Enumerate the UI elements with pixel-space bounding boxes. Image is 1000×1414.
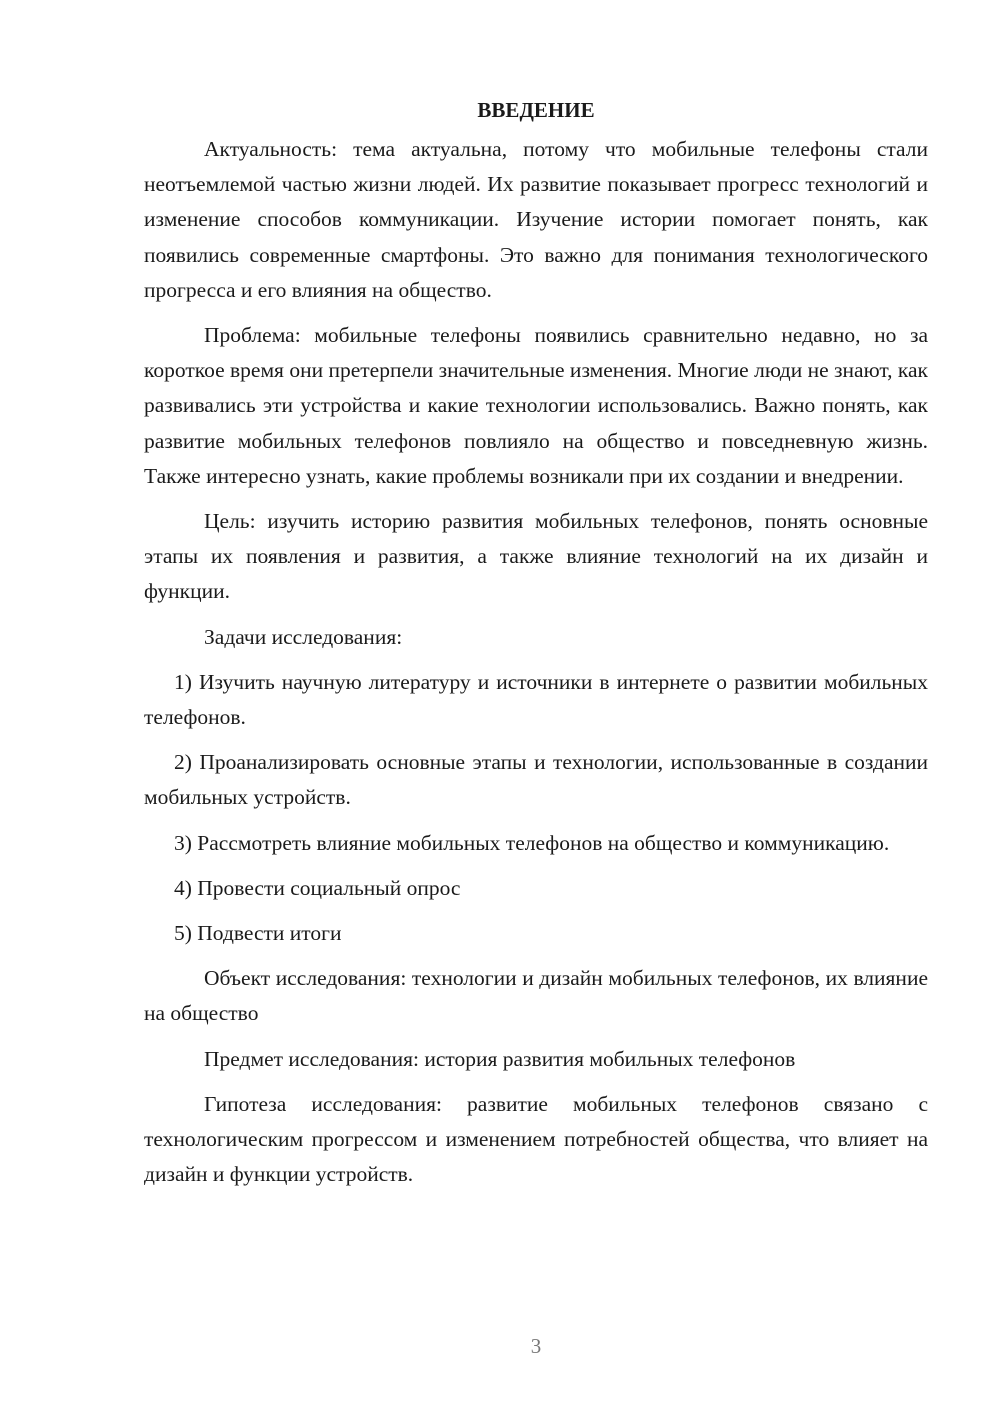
document-page bbox=[144, 92, 928, 1202]
goal-paragraph: Цель: изучить историю развития мобильных телефонов, понять основные этапы их появления и развития, а также влияние технологий на их дизайн и функции. bbox=[144, 509, 928, 604]
object-paragraph: Объект исследования: технологии и дизайн мобильных телефонов, их влияние на общество bbox=[144, 966, 928, 1026]
task-item-2: 2) Проанализировать основные этапы и технологии, использованные в создании мобильных устройств. bbox=[144, 750, 928, 810]
relevance-paragraph: Актуальность: тема актуальна, потому что мобильные телефоны стали неотъемлемой частью жизни людей. Их развитие показывает прогресс технологий и изменение способов коммуникации. Изучение истории помогает понять, как появились современные смартфоны. Это важно для понимания технологического прогресса и его влияния на общество. bbox=[144, 137, 928, 302]
task-item-3: 3) Рассмотреть влияние мобильных телефонов на общество и коммуникацию. bbox=[174, 830, 890, 855]
tasks-heading: Задачи исследования: bbox=[204, 624, 403, 649]
hypothesis-paragraph: Гипотеза исследования: развитие мобильных телефонов связано с технологическим прогрессом и изменением потребностей общества, что влияет на дизайн и функции устройств. bbox=[144, 1091, 928, 1187]
page-number: 3 bbox=[530, 1334, 542, 1358]
task-item-4: 4) Провести социальный опрос bbox=[174, 875, 461, 900]
task-item-1: 1) Изучить научную литературу и источники в интернете о развитии мобильных телефонов. bbox=[144, 669, 928, 730]
page-title: ВВЕДЕНИЕ bbox=[477, 98, 595, 122]
subject-paragraph: Предмет исследования: история развития мобильных телефонов bbox=[204, 1046, 796, 1071]
task-item-5: 5) Подвести итоги bbox=[174, 921, 342, 946]
problem-paragraph: Проблема: мобильные телефоны появились сравнительно недавно, но за короткое время они претерпели значительные изменения. Многие люди не знают, как развивались эти устройства и какие технологии использовались. Важно понять, как развитие мобильных телефонов повлияло на общество и повседневную жизнь. Также интересно узнать, какие проблемы возникали при их создании и внедрении. bbox=[144, 323, 928, 488]
